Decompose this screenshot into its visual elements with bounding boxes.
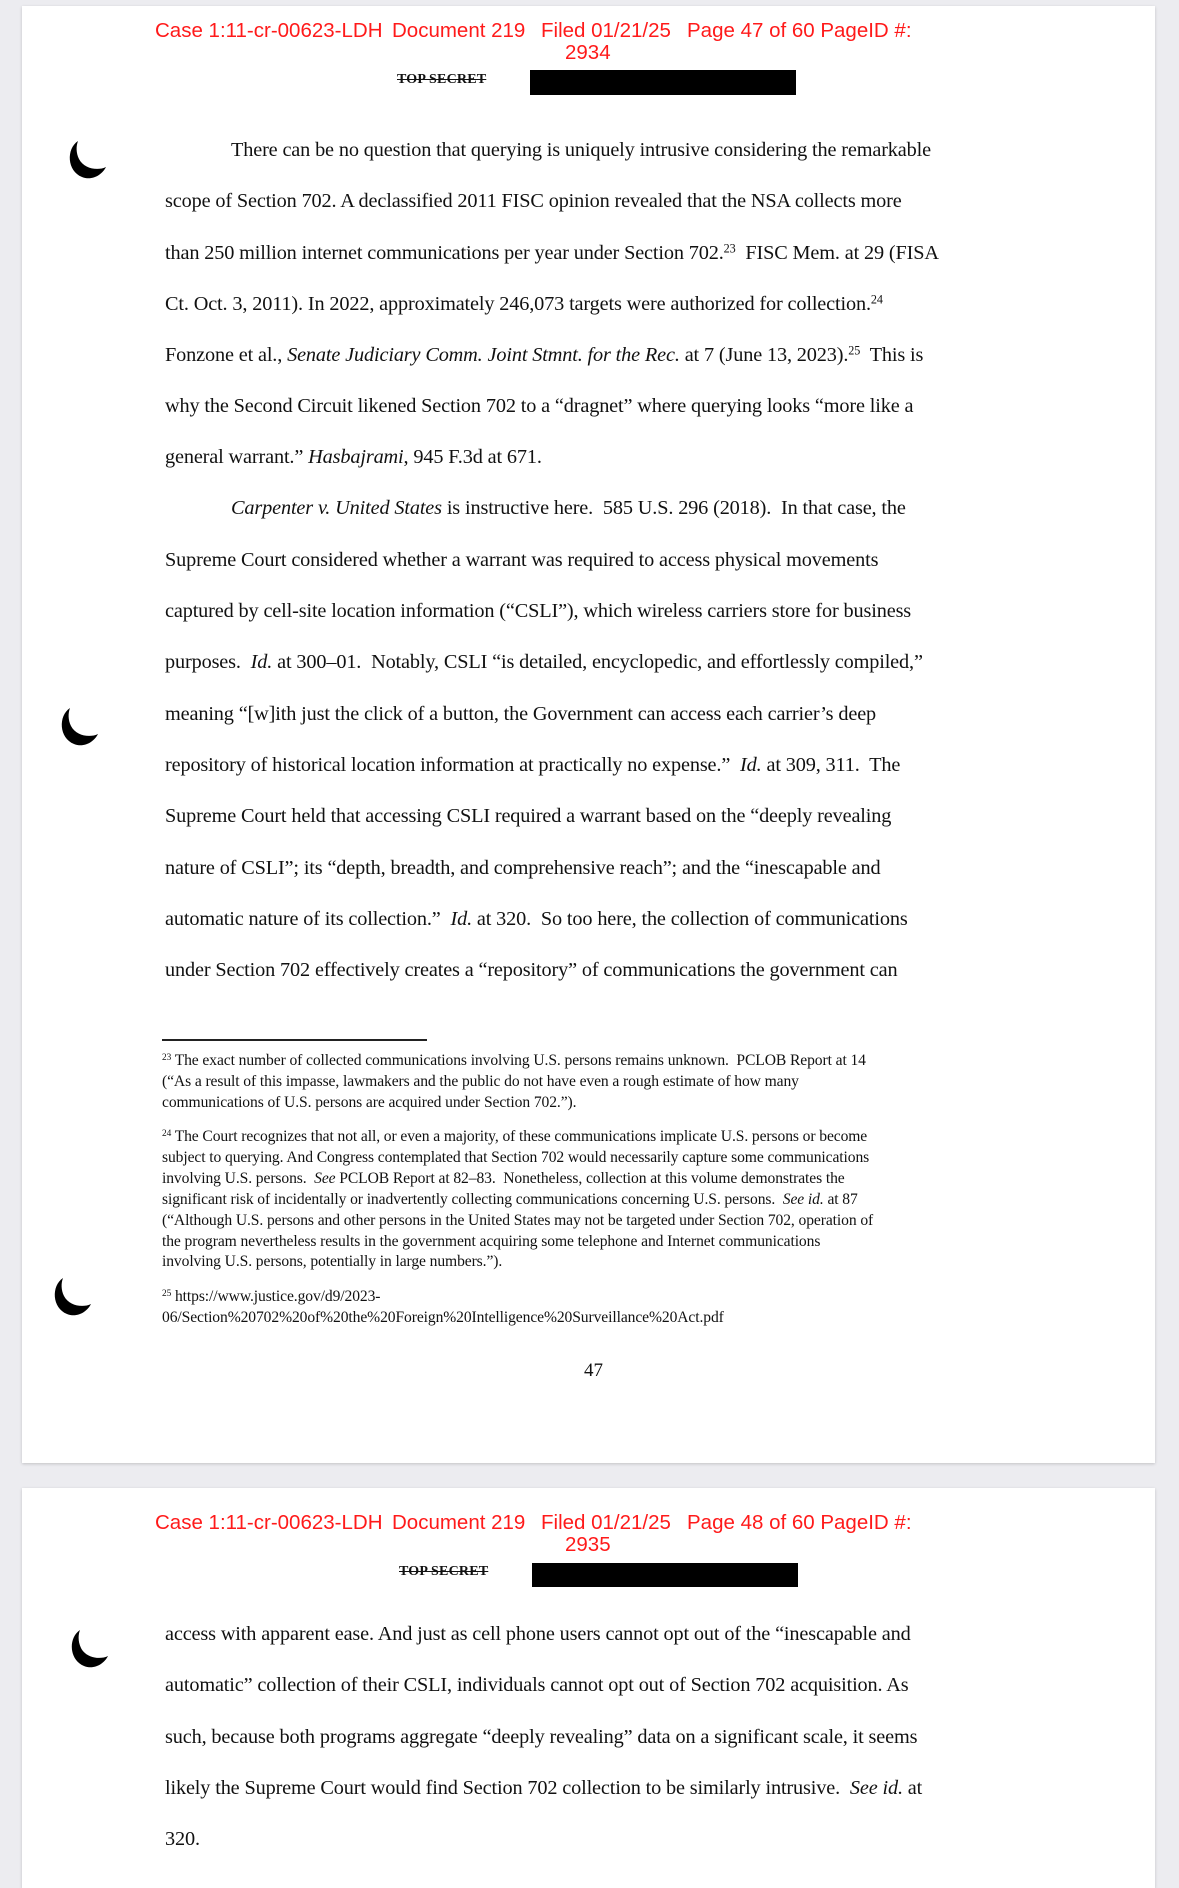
text: at 87 [823,1191,858,1208]
body-line: automatic” collection of their CSLI, individuals cannot opt out of Section 702 acquisition. As [165,1674,909,1696]
citation-italic: Senate Judiciary Comm. Joint Stmnt. for the Rec. [287,344,680,366]
body-line [165,241,939,265]
text: general warrant.” [165,446,309,468]
text: Fonzone et al., [165,344,288,366]
footnote-line: the program nevertheless results in the government acquiring some telephone and Internet communications [162,1233,821,1250]
text: than 250 million internet communications per year under Section 702. [165,242,724,264]
citation-italic: Id. [250,651,273,673]
text: The Court recognizes that not all, or even a majority, of these communications implicate U.S. persons or become [171,1128,868,1145]
header-filed: Filed 01/21/25 [541,1511,671,1534]
text: at [902,1777,923,1799]
text: involving U.S. persons. [162,1170,315,1187]
footnote-url[interactable]: https://www.justice.gov/d9/2023- [171,1288,381,1305]
body-line [165,1776,922,1800]
body-line: There can be no question that querying is uniquely intrusive considering the remarkable [231,139,931,161]
document-page-48 [22,1488,1155,1888]
header-document: Document 219 [392,19,526,42]
footnote-line [162,1169,845,1189]
header-case: Case 1:11-cr-00623-LDH [155,19,383,42]
body-line: Supreme Court considered whether a warrant was required to access physical movements [165,549,879,571]
text: at 300–01. Notably, CSLI “is detailed, encyclopedic, and effortlessly compiled,” [272,651,923,673]
text: repository of historical location information at practically no expense.” [165,754,741,776]
footnote-line [162,1127,867,1147]
citation-italic: Id. [740,754,762,776]
footnote-ref-23[interactable]: 23 [723,241,736,256]
redaction-bar [532,1563,798,1587]
body-line: nature of CSLI”; its “depth, breadth, and comprehensive reach”; and the “inescapable and [165,857,881,879]
footnote-line: involving U.S. persons, potentially in large numbers.”). [162,1253,503,1270]
moon-icon[interactable] [66,1628,110,1670]
footnote-line [162,1051,866,1071]
citation-italic: Id. [450,908,472,930]
body-line: scope of Section 702. A declassified 2011 FISC opinion revealed that the NSA collects more [165,190,902,212]
footnote-line [162,1287,380,1307]
footnote-line: subject to querying. And Congress contemplated that Section 702 would necessarily capture some communications [162,1149,870,1166]
body-line: Supreme Court held that accessing CSLI required a warrant based on the “deeply revealing [165,805,892,827]
body-line [231,496,906,520]
body-line: under Section 702 effectively creates a “repository” of communications the government can [165,959,898,981]
body-line [165,445,542,469]
footnote-line [162,1190,858,1210]
footnote-line: (“Although U.S. persons and other persons in the United States may not be targeted under Section 702, operation of [162,1212,874,1229]
citation-italic: Hasbajrami [308,446,404,468]
body-line: such, because both programs aggregate “deeply revealing” data on a significant scale, it seems [165,1726,918,1748]
moon-icon[interactable] [64,139,108,181]
text: at 7 (June 13, 2023). [679,344,849,366]
signal-italic: See [314,1170,336,1187]
footnote-number: 24 [162,1128,172,1139]
text: Ct. Oct. 3, 2011). In 2022, approximately 246,073 targets were authorized for collection. [165,293,871,315]
footnote-line: communications of U.S. persons are acquired under Section 702.”). [162,1094,577,1111]
document-page-47 [22,6,1155,1463]
header-pageid-number: 2934 [565,41,611,64]
text: likely the Supreme Court would find Section 702 collection to be similarly intrusive. [165,1777,850,1799]
body-line [165,907,908,931]
header-page: Page 48 of 60 PageID #: [687,1511,912,1534]
text: The exact number of collected communications involving U.S. persons remains unknown. PCLOB Report at 14 [171,1052,866,1069]
moon-icon[interactable] [56,706,100,748]
body-line [165,292,883,316]
citation-italic: See id. [849,1777,903,1799]
text: automatic nature of its collection.” [165,908,451,930]
redaction-bar [530,70,796,95]
footnote-ref-25[interactable]: 25 [848,343,861,358]
moon-icon[interactable] [49,1276,93,1318]
text: is instructive here. 585 U.S. 296 (2018). In that case, the [441,497,906,519]
header-filed: Filed 01/21/25 [541,19,671,42]
header-pageid-number: 2935 [565,1533,611,1556]
footnote-separator [162,1039,427,1041]
text: FISC Mem. at 29 (FISA [735,242,939,264]
classification-marking: TOP SECRET [397,72,487,87]
classification-marking: TOP SECRET [399,1564,489,1579]
text: at 309, 311. The [761,754,901,776]
body-line [165,650,923,674]
body-line: why the Second Circuit likened Section 702 to a “dragnet” where querying looks “more like a [165,395,914,417]
footnote-url-continued[interactable]: 06/Section%20702%20of%20the%20Foreign%20Intelligence%20Surveillance%20Act.pdf [162,1309,724,1326]
footnote-number: 23 [162,1052,172,1063]
text: PCLOB Report at 82–83. Nonetheless, collection at this volume demonstrates the [335,1170,845,1187]
header-page: Page 47 of 60 PageID #: [687,19,912,42]
signal-italic: See id. [782,1191,824,1208]
header-document: Document 219 [392,1511,526,1534]
text: , 945 F.3d at 671. [403,446,542,468]
body-line: 320. [165,1828,200,1850]
page-number: 47 [584,1360,603,1381]
body-line [165,753,900,777]
footnote-line: (“As a result of this impasse, lawmakers and the public do not have even a rough estimate of how many [162,1073,799,1090]
footnote-number: 25 [162,1288,172,1299]
body-line: access with apparent ease. And just as cell phone users cannot opt out of the “inescapable and [165,1623,911,1645]
footnote-ref-24[interactable]: 24 [870,292,883,307]
text: at 320. So too here, the collection of communications [471,908,908,930]
case-name-italic: Carpenter v. United States [231,497,442,519]
header-case: Case 1:11-cr-00623-LDH [155,1511,383,1534]
text: This is [860,344,924,366]
text: purposes. [165,651,251,673]
text: significant risk of incidentally or inadvertently collecting communications concerning U.S. persons. [162,1191,783,1208]
body-line: captured by cell-site location information (“CSLI”), which wireless carriers store for business [165,600,912,622]
body-line [165,343,923,367]
body-line: meaning “[w]ith just the click of a button, the Government can access each carrier’s deep [165,703,877,725]
